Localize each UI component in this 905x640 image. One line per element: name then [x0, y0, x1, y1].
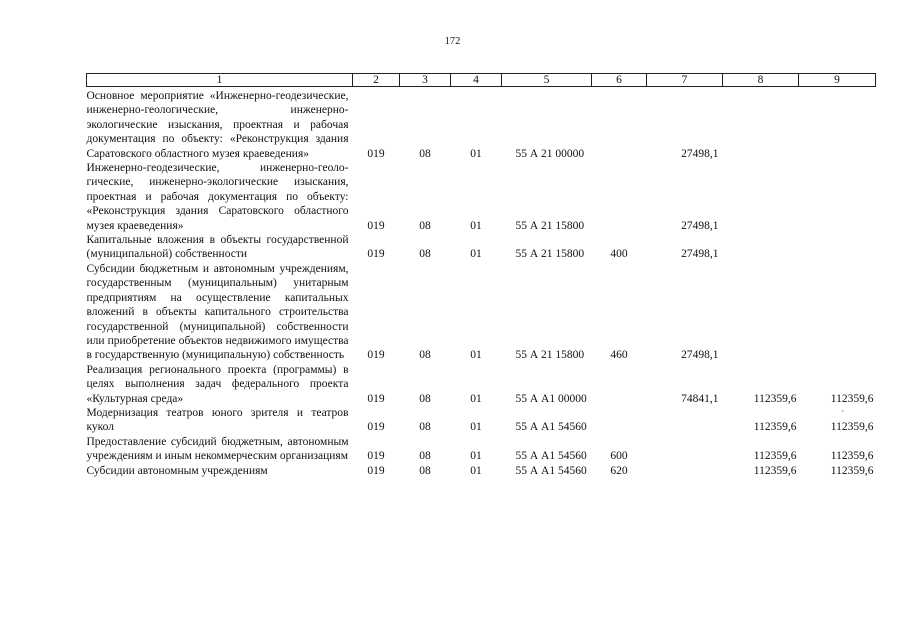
amount-col9: [799, 262, 876, 363]
amount-col9: [799, 233, 876, 262]
section-code: 08: [419, 450, 431, 463]
target-article-code: 55 А А1 54560: [515, 450, 587, 463]
row-name: Реализация регионального проекта (программы) в целях выполнения задач федерального проекта «Культурная среда»: [86, 363, 349, 405]
amount-col9: 112359,6: [830, 464, 874, 477]
table-row: [87, 464, 876, 478]
row-name: Капитальные вложения в объекты государственной (муниципальной) собственности: [86, 234, 349, 261]
expense-type-code: [592, 363, 647, 406]
table-row: [87, 233, 876, 262]
column-header: 2: [353, 74, 400, 87]
table-row: [87, 435, 876, 464]
ministry-code: 019: [367, 421, 385, 434]
amount-col8: 112359,6: [753, 450, 797, 463]
section-code: 08: [419, 421, 431, 434]
section-code: 08: [419, 248, 431, 261]
amount-col8: [723, 262, 799, 363]
amount-col7: 74841,1: [681, 392, 719, 405]
section-code: 08: [419, 219, 431, 232]
amount-col9: 112359,6: [830, 450, 874, 463]
subsection-code: 01: [470, 349, 482, 362]
column-header: 6: [592, 74, 647, 87]
row-name: Модернизация театров юного зрителя и театров кукол: [86, 406, 349, 434]
column-number-header-row: [87, 74, 876, 87]
subsection-code: 01: [470, 219, 482, 232]
expense-type-code: [592, 406, 647, 435]
row-name: Субсидии автономным учреждениям: [86, 464, 268, 477]
section-code: 08: [419, 349, 431, 362]
subsection-code: 01: [470, 450, 482, 463]
page-number: 172: [444, 36, 461, 47]
column-header: 1: [87, 74, 353, 87]
subsection-code: 01: [470, 248, 482, 261]
section-code: 08: [419, 464, 431, 477]
amount-col7: 27498,1: [681, 248, 719, 261]
column-header: 3: [400, 74, 451, 87]
ministry-code: 019: [367, 147, 385, 160]
ministry-code: 019: [367, 349, 385, 362]
amount-col8: [723, 89, 799, 161]
amount-col7: 27498,1: [681, 349, 719, 362]
expense-type-code: 460: [610, 349, 628, 362]
target-article-code: 55 А 21 15800: [515, 219, 585, 232]
budget-table: [86, 73, 876, 478]
expense-type-code: [592, 161, 647, 233]
table-row: [87, 262, 876, 363]
ministry-code: 019: [367, 464, 385, 477]
subsection-code: 01: [470, 421, 482, 434]
amount-col7: [647, 435, 723, 464]
amount-col7: [647, 406, 723, 435]
target-article-code: 55 А А1 54560: [515, 464, 587, 477]
table-row: [87, 89, 876, 161]
amount-col8: [723, 161, 799, 233]
ministry-code: 019: [367, 219, 385, 232]
target-article-code: 55 А 21 15800: [515, 349, 585, 362]
column-header: 9: [799, 74, 876, 87]
subsection-code: 01: [470, 392, 482, 405]
amount-col8: [723, 233, 799, 262]
row-name: Предоставление субсидий бюджетным, автономным учреждениям и иным некоммерческим организациям: [86, 435, 349, 463]
amount-col9: [799, 161, 876, 233]
column-header: 5: [502, 74, 592, 87]
amount-col9: [799, 89, 876, 161]
amount-col8: 112359,6: [753, 421, 797, 434]
table-row: [87, 161, 876, 233]
expense-type-code: [592, 89, 647, 161]
subsection-code: 01: [470, 464, 482, 477]
amount-col7: 27498,1: [681, 219, 719, 232]
column-header: 7: [647, 74, 723, 87]
row-name: Основное мероприятие «Инженерно-геодезические, инженерно-геологические, инженерно-экологические изыскания, проектная и рабочая документация по объекту: «Реконструкция здания Саратовского областного музея краеведения»: [86, 90, 349, 160]
ministry-code: 019: [367, 450, 385, 463]
amount-col9: 112359,6: [830, 392, 874, 405]
target-article-code: 55 А 21 15800: [515, 248, 585, 261]
amount-col8: 112359,6: [753, 392, 797, 405]
section-code: 08: [419, 392, 431, 405]
target-article-code: 55 А А1 54560: [515, 421, 587, 434]
expense-type-code: 400: [610, 248, 628, 261]
amount-col9: 112359,6: [830, 421, 874, 434]
amount-col7: [647, 464, 723, 478]
section-code: 08: [419, 147, 431, 160]
table-row: [87, 406, 876, 435]
amount-col8: 112359,6: [753, 464, 797, 477]
expense-type-code: 620: [610, 464, 628, 477]
ministry-code: 019: [367, 392, 385, 405]
table-row: [87, 363, 876, 406]
target-article-code: 55 А 21 00000: [515, 147, 585, 160]
scan-mark: ˋ: [841, 410, 845, 421]
row-name: Инженерно-геодезические, инженерно-геологические, инженерно-экологические изыскания, проектная и рабочая документация по объекту: «Реконструкция здания Саратовского областного музея краеведения»: [86, 162, 349, 232]
column-header: 4: [451, 74, 502, 87]
row-name: Субсидии бюджетным и автономным учреждениям, государственным (муниципальным) унитарным предприятиям на осуществление капитальных вложений в объекты капитального строительства государственной (муниципальной) собственности или приобретение объектов недвижимого имущества в государственную (муниципальную) собственность: [86, 262, 349, 362]
column-header: 8: [723, 74, 799, 87]
amount-col7: 27498,1: [681, 147, 719, 160]
ministry-code: 019: [367, 248, 385, 261]
expense-type-code: 600: [610, 450, 628, 463]
subsection-code: 01: [470, 147, 482, 160]
target-article-code: 55 А А1 00000: [515, 392, 587, 405]
